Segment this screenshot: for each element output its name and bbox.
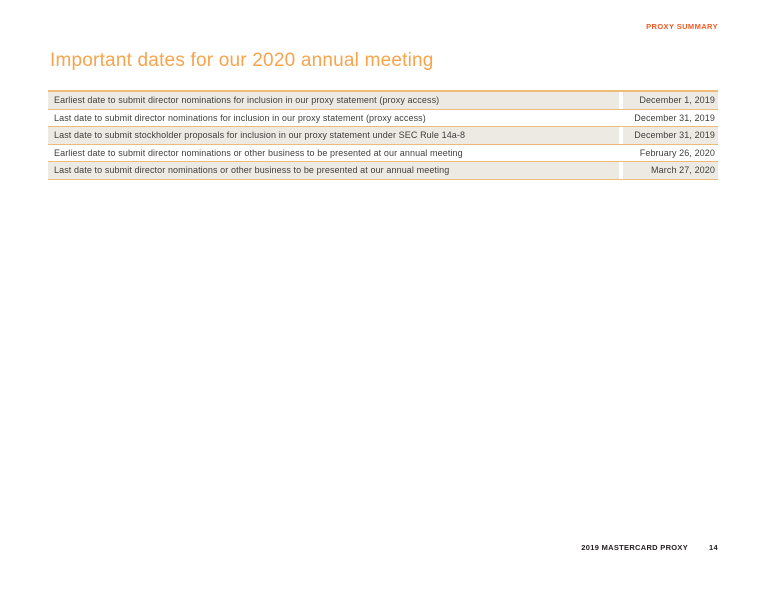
table-row [48, 110, 718, 128]
row-date: December 31, 2019 [623, 127, 718, 144]
row-date: March 27, 2020 [623, 162, 718, 179]
footer-label: 2019 MASTERCARD PROXY [581, 543, 689, 552]
row-date: December 1, 2019 [623, 92, 718, 109]
header-eyebrow: PROXY SUMMARY [646, 22, 718, 31]
row-description: Last date to submit director nominations for inclusion in our proxy statement (proxy access) [48, 110, 619, 127]
table-row [48, 127, 718, 145]
footer [581, 543, 718, 552]
important-dates-table [48, 90, 718, 180]
table-row [48, 162, 718, 180]
table-row [48, 92, 718, 110]
row-description: Earliest date to submit director nominations for inclusion in our proxy statement (proxy access) [48, 92, 619, 109]
row-description: Last date to submit director nominations or other business to be presented at our annual meeting [48, 162, 619, 179]
row-date: December 31, 2019 [623, 110, 718, 127]
row-description: Last date to submit stockholder proposals for inclusion in our proxy statement under SEC Rule 14a-8 [48, 127, 619, 144]
page-title: Important dates for our 2020 annual meeting [50, 50, 434, 71]
footer-page-number: 14 [709, 543, 718, 552]
row-description: Earliest date to submit director nominations or other business to be presented at our annual meeting [48, 145, 619, 162]
table-row [48, 145, 718, 163]
row-date: February 26, 2020 [623, 145, 718, 162]
